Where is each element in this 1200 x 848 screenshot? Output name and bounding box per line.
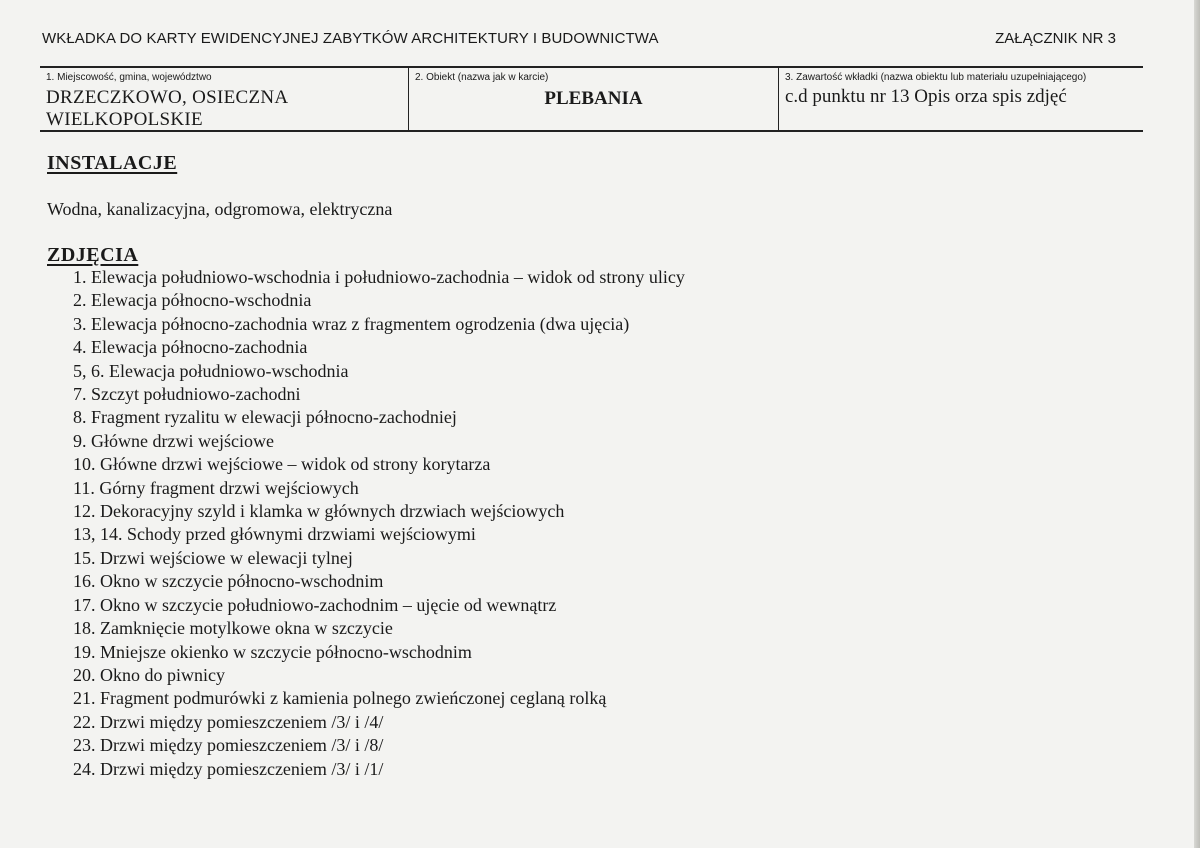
object-field [408, 68, 778, 130]
location-label: 1. Miejscowość, gmina, województwo [46, 72, 212, 83]
list-item: 2. Elewacja północno-wschodnia [73, 290, 312, 311]
list-item: 12. Dekoracyjny szyld i klamka w głównych drzwiach wejściowych [73, 501, 565, 522]
list-item: 21. Fragment podmurówki z kamienia polnego zwieńczonej ceglaną rolką [73, 688, 607, 709]
list-item: 15. Drzwi wejściowe w elewacji tylnej [73, 547, 353, 568]
list-item: 4. Elewacja północno-zachodnia [73, 337, 308, 358]
installations-heading: INSTALACJE [47, 152, 178, 174]
document-title: WKŁADKA DO KARTY EWIDENCYJNEJ ZABYTKÓW ARCHITEKTURY I BUDOWNICTWA [42, 30, 659, 47]
list-item: 18. Zamknięcie motylkowe okna w szczycie [73, 618, 393, 639]
list-item: 7. Szczyt południowo-zachodni [73, 384, 301, 405]
location-value-line1: DRZECZKOWO, OSIECZNA [46, 87, 289, 108]
page-edge [1194, 0, 1200, 848]
object-value: PLEBANIA [544, 88, 643, 109]
photos-list [73, 266, 685, 781]
list-item: 11. Górny fragment drzwi wejściowych [73, 477, 359, 498]
list-item: 20. Okno do piwnicy [73, 664, 225, 685]
list-item: 5, 6. Elewacja południowo-wschodnia [73, 360, 349, 381]
list-item: 22. Drzwi między pomieszczeniem /3/ i /4/ [73, 711, 384, 732]
installations-text: Wodna, kanalizacyjna, odgromowa, elektryczna [47, 199, 393, 219]
list-item: 24. Drzwi między pomieszczeniem /3/ i /1/ [73, 758, 384, 779]
list-item: 19. Mniejsze okienko w szczycie północno-wschodnim [73, 641, 472, 662]
list-item: 17. Okno w szczycie południowo-zachodnim – ujęcie od wewnątrz [73, 594, 557, 615]
location-field [40, 68, 408, 130]
annex-number: ZAŁĄCZNIK NR 3 [995, 30, 1116, 47]
list-item: 3. Elewacja północno-zachodnia wraz z fragmentem ogrodzenia (dwa ujęcia) [73, 313, 630, 334]
list-item: 10. Główne drzwi wejściowe – widok od strony korytarza [73, 454, 491, 475]
list-item: 9. Główne drzwi wejściowe [73, 430, 274, 451]
location-value-line2: WIELKOPOLSKIE [46, 109, 203, 130]
photos-heading: ZDJĘCIA [47, 244, 139, 266]
content-value: c.d punktu nr 13 Opis orza spis zdjęć [785, 86, 1067, 107]
list-item: 1. Elewacja południowo-wschodnia i południowo-zachodnia – widok od strony ulicy [73, 267, 685, 287]
list-item: 16. Okno w szczycie północno-wschodnim [73, 571, 384, 592]
list-item: 13, 14. Schody przed głównymi drzwiami wejściowymi [73, 524, 476, 545]
footer-note-cutoff [47, 817, 51, 828]
list-item: 23. Drzwi między pomieszczeniem /3/ i /8/ [73, 735, 384, 756]
object-label: 2. Obiekt (nazwa jak w karcie) [415, 72, 549, 83]
content-label: 3. Zawartość wkładki (nazwa obiektu lub materiału uzupełniającego) [785, 72, 1087, 83]
content-field [778, 68, 1143, 130]
form-fields-table [40, 66, 1143, 132]
list-item: 8. Fragment ryzalitu w elewacji północno-zachodniej [73, 407, 457, 428]
